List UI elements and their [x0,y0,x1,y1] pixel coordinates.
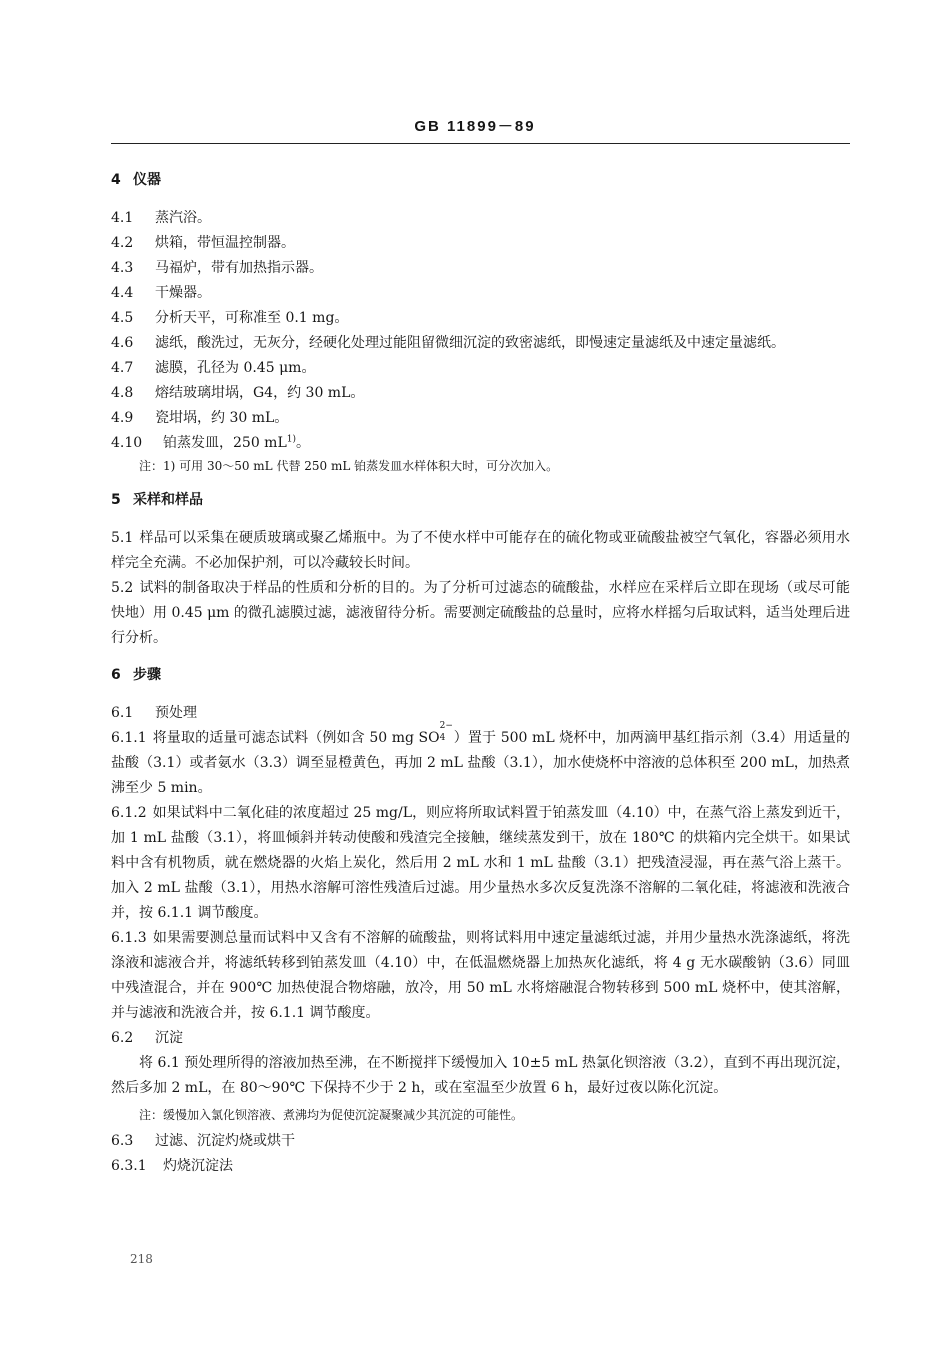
paragraph-5-2 [111,576,850,651]
section-number: 5 [111,492,121,508]
item-text: 分析天平，可称准至 0.1 mg。 [155,310,349,326]
footnote: 注：1) 可用 30～50 mL 代替 250 mL 铂蒸发皿水样体积大时，可分次加入。 [139,459,559,473]
list-item [111,306,850,331]
subsection-6-3-heading [111,1129,850,1154]
list-item [111,231,850,256]
item-text: 马福炉，带有加热指示器。 [155,260,323,276]
paragraph-6-2: 将 6.1 预处理所得的溶液加热至沸，在不断搅拌下缓慢加入 10±5 mL 热氯化钡溶液（3.2），直到不再出现沉淀，然后多加 2 mL，在 80～90℃ 下保持不少于 2 h，或在室温至少放置 6 h，最好过夜以陈化沉淀。 [111,1055,850,1096]
item-number: 4.7 [111,360,134,376]
item-text: 滤膜，孔径为 0.45 μm。 [155,360,316,376]
subsection-title: 沉淀 [155,1030,183,1046]
item-text: 蒸汽浴。 [155,210,211,226]
subsection-title: 过滤、沉淀灼烧或烘干 [155,1133,295,1149]
item-number: 4.3 [111,260,134,276]
subsection-title: 灼烧沉淀法 [163,1158,233,1174]
item-text: 烘箱，带恒温控制器。 [155,235,295,251]
clause-number: 6.1.3 [111,930,147,946]
list-item [111,356,850,381]
subsection-6-2-heading [111,1026,850,1051]
paragraph-6-1-3 [111,926,850,1026]
paragraph-5-1 [111,526,850,576]
ion-subscript: 4 [439,733,446,743]
clause-number: 6.1.1 [111,730,147,746]
clause-text-pre: 将量取的适量可滤态试料（例如含 50 mg SO [152,730,440,746]
list-item [111,256,850,281]
item-number: 4.9 [111,410,134,426]
paragraph-6-1-1 [111,721,850,801]
list-item [111,381,850,406]
document-header: GB 11899－89 [414,118,536,135]
item-number: 4.5 [111,310,134,326]
item-number: 4.4 [111,285,134,301]
item-text: 熔结玻璃坩埚，G4，约 30 mL。 [155,385,365,401]
ion-superscript: 2− [439,721,453,731]
item-text: 瓷坩埚，约 30 mL。 [155,410,289,426]
list-item [111,331,850,356]
list-item [111,431,850,456]
section-title: 仪器 [133,172,161,188]
document-body [111,168,850,1179]
item-number: 4.8 [111,385,134,401]
item-number: 4.6 [111,335,134,351]
item-text-end: 。 [296,435,310,451]
item-text: 滤纸，酸洗过，无灰分，经硬化处理过能阻留微细沉淀的致密滤纸，即慢速定量滤纸及中速定量滤纸。 [155,335,785,351]
list-item [111,281,850,306]
item-number: 4.1 [111,210,134,226]
header-rule [111,143,850,144]
subsection-number: 6.3 [111,1133,134,1149]
item-text: 干燥器。 [155,285,211,301]
item-number: 4.2 [111,235,134,251]
subsection-number: 6.1 [111,705,134,721]
clause-text-post: ）置于 500 mL 烧杯中，加两滴甲基红指示剂（3.4）用适量的盐酸（3.1）或者氨水（3.3）调至显橙黄色，再加 2 mL 盐酸（3.1），加水使烧杯中溶液的总体积至 200 mL，加热煮沸至少 5 min。 [111,730,850,796]
subsection-number: 6.2 [111,1030,134,1046]
clause-number: 6.1.2 [111,805,147,821]
section-4-heading [111,168,850,193]
section-title: 步骤 [133,667,161,683]
page-number: 218 [130,1252,153,1266]
item-text [163,431,850,456]
item-text-main: 铂蒸发皿，250 mL [163,435,287,451]
section-6-heading [111,663,850,688]
clause-number: 5.2 [111,580,134,596]
section-title: 采样和样品 [133,492,203,508]
item-number: 4.10 [111,435,143,451]
ion-charge [439,721,454,743]
clause-text: 如果需要测总量而试料中又含有不溶解的硫酸盐，则将试料用中速定量滤纸过滤，并用少量热水洗涤滤纸，将洗涤液和滤液合并，将滤纸转移到铂蒸发皿（4.10）中，在低温燃烧器上加热灰化滤纸，将 4 g 无水碳酸钠（3.6）同皿中残渣混合，并在 900℃ 加热使混合物熔融，放冷，用 50 mL 水将熔融混合物转移到 500 mL 烧杯中，使其溶解，并与滤液和洗液合并，按 6.1.1 调节酸度。 [111,930,850,1021]
clause-text: 如果试料中二氧化硅的浓度超过 25 mg/L，则应将所取试料置于铂蒸发皿（4.10）中，在蒸气浴上蒸发到近干，加 1 mL 盐酸（3.1），将皿倾斜并转动使酸和残渣完全接触，继续蒸发到干，放在 180℃ 的烘箱内完全烘干。如果试料中含有机物质，就在燃烧器的火焰上炭化，然后用 2 mL 水和 1 mL 盐酸（3.1）把残渣浸湿，再在蒸气浴上蒸干。加入 2 mL 盐酸（3.1），用热水溶解可溶性残渣后过滤。用少量热水多次反复洗涤不溶解的二氧化硅，将滤液和洗液合并，按 6.1.1 调节酸度。 [111,805,850,921]
subsection-number: 6.3.1 [111,1158,147,1174]
section-number: 4 [111,172,121,188]
paragraph-6-1-2 [111,801,850,926]
footnote-ref: 1) [286,434,296,445]
list-item [111,206,850,231]
clause-text: 样品可以采集在硬质玻璃或聚乙烯瓶中。为了不使水样中可能存在的硫化物或亚硫酸盐被空气氧化，容器必须用水样完全充满。不必加保护剂，可以冷藏较长时间。 [111,530,850,571]
subsection-title: 预处理 [155,705,197,721]
section-number: 6 [111,667,121,683]
section-5-heading [111,488,850,513]
note-6-2: 注：缓慢加入氯化钡溶液、煮沸均为促使沉淀凝聚减少其沉淀的可能性。 [139,1108,524,1122]
subsection-6-3-1-heading [111,1154,850,1179]
subsection-6-1-heading [111,701,850,726]
clause-text: 试料的制备取决于样品的性质和分析的目的。为了分析可过滤态的硫酸盐，水样应在采样后立即在现场（或尽可能快地）用 0.45 μm 的微孔滤膜过滤，滤液留待分析。需要测定硫酸盐的总量时，应将水样摇匀后取试料，适当处理后进行分析。 [111,580,850,646]
list-item [111,406,850,431]
clause-number: 5.1 [111,530,134,546]
